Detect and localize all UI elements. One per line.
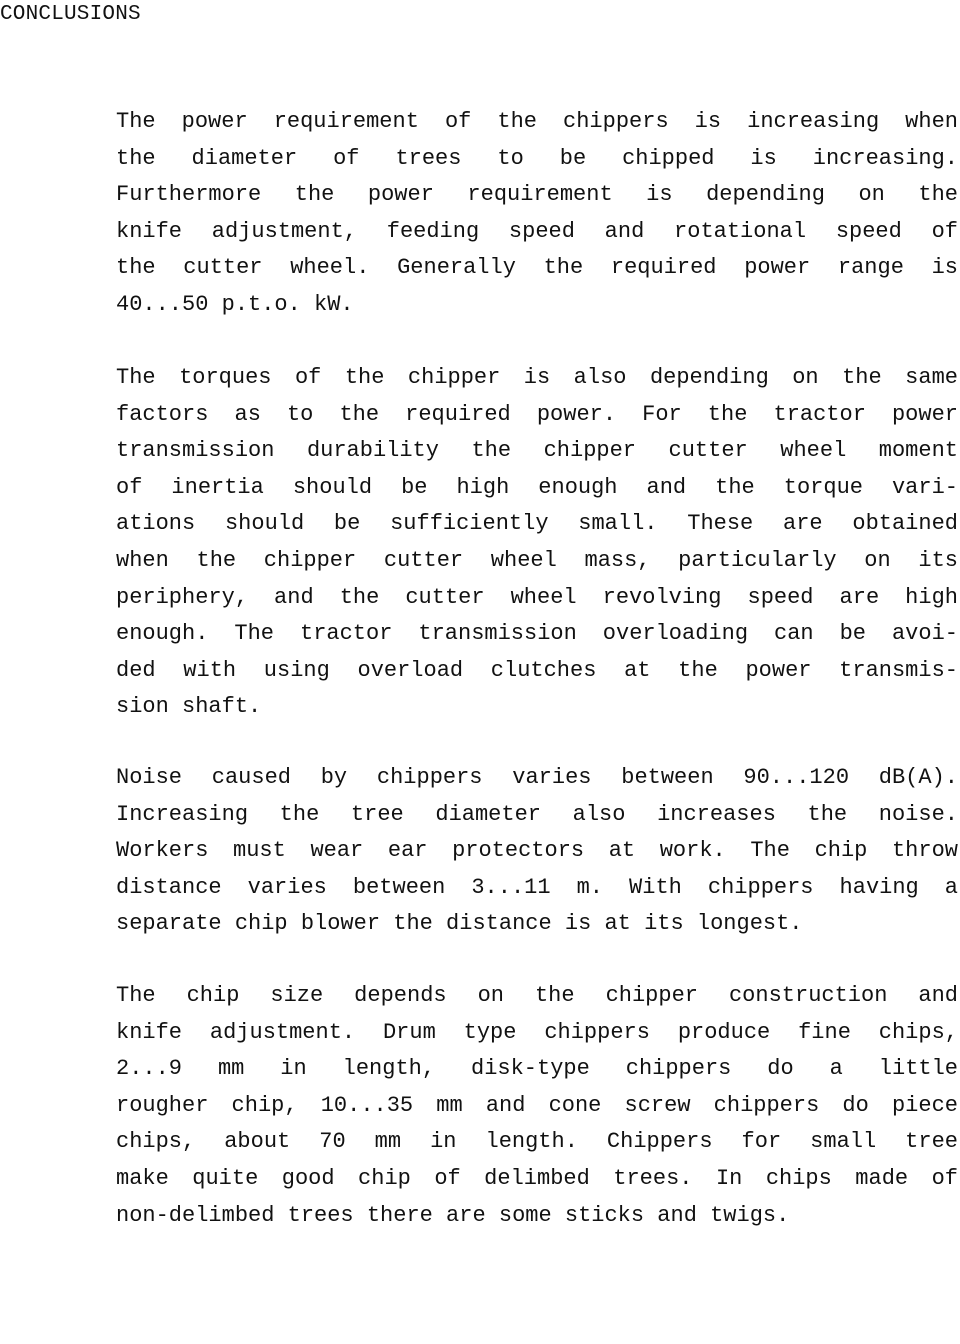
text-line: separate chip blower the distance is at its longest. <box>116 911 803 937</box>
text-line: knife adjustment, feeding speed and rotational speed of <box>116 218 958 244</box>
text-line: The chip size depends on the chipper construction and <box>116 983 958 1008</box>
text-line: non-delimbed trees there are some sticks and twigs. <box>116 1202 790 1228</box>
text-line: The power requirement of the chippers is increasing when <box>116 109 958 134</box>
text-line: knife adjustment. Drum type chippers produce fine chips, <box>116 1019 958 1045</box>
page-heading: CONCLUSIONS <box>0 3 141 26</box>
text-line: enough. The tractor transmission overloading can be avoi- <box>116 621 958 647</box>
paragraph-power-requirement <box>116 104 958 324</box>
text-line: Noise caused by chippers varies between 90...120 dB(A). <box>116 765 958 790</box>
text-line: Increasing the tree diameter also increases the noise. <box>116 801 958 827</box>
text-line: of inertia should be high enough and the torque vari- <box>116 474 958 500</box>
paragraph-chip-size <box>116 978 958 1234</box>
text-line: chips, about 70 mm in length. Chippers for small tree <box>116 1129 958 1155</box>
text-line: transmission durability the chipper cutter wheel moment <box>116 438 958 464</box>
text-line: the cutter wheel. Generally the required power range is <box>116 255 958 281</box>
text-line: 2...9 mm in length, disk-type chippers do a little <box>116 1056 958 1082</box>
text-line: Workers must wear ear protectors at work. The chip throw <box>116 838 958 864</box>
text-line: ded with using overload clutches at the power transmis- <box>116 657 958 683</box>
text-line: Furthermore the power requirement is depending on the <box>116 182 958 208</box>
text-line: periphery, and the cutter wheel revolving speed are high <box>116 584 958 610</box>
text-line: factors as to the required power. For the tractor power <box>116 401 958 427</box>
text-line: ations should be sufficiently small. These are obtained <box>116 511 958 537</box>
text-line: The torques of the chipper is also depending on the same <box>116 365 958 390</box>
text-line: 40...50 p.t.o. kW. <box>116 291 354 317</box>
text-line: make quite good chip of delimbed trees. In chips made of <box>116 1165 958 1191</box>
paragraph-noise <box>116 760 958 943</box>
text-line: distance varies between 3...11 m. With chippers having a <box>116 874 958 900</box>
text-line: the diameter of trees to be chipped is increasing. <box>116 145 958 171</box>
paragraph-torques <box>116 360 958 726</box>
text-line: sion shaft. <box>116 694 262 720</box>
text-line: when the chipper cutter wheel mass, particularly on its <box>116 547 958 573</box>
text-line: rougher chip, 10...35 mm and cone screw chippers do piece <box>116 1092 958 1118</box>
